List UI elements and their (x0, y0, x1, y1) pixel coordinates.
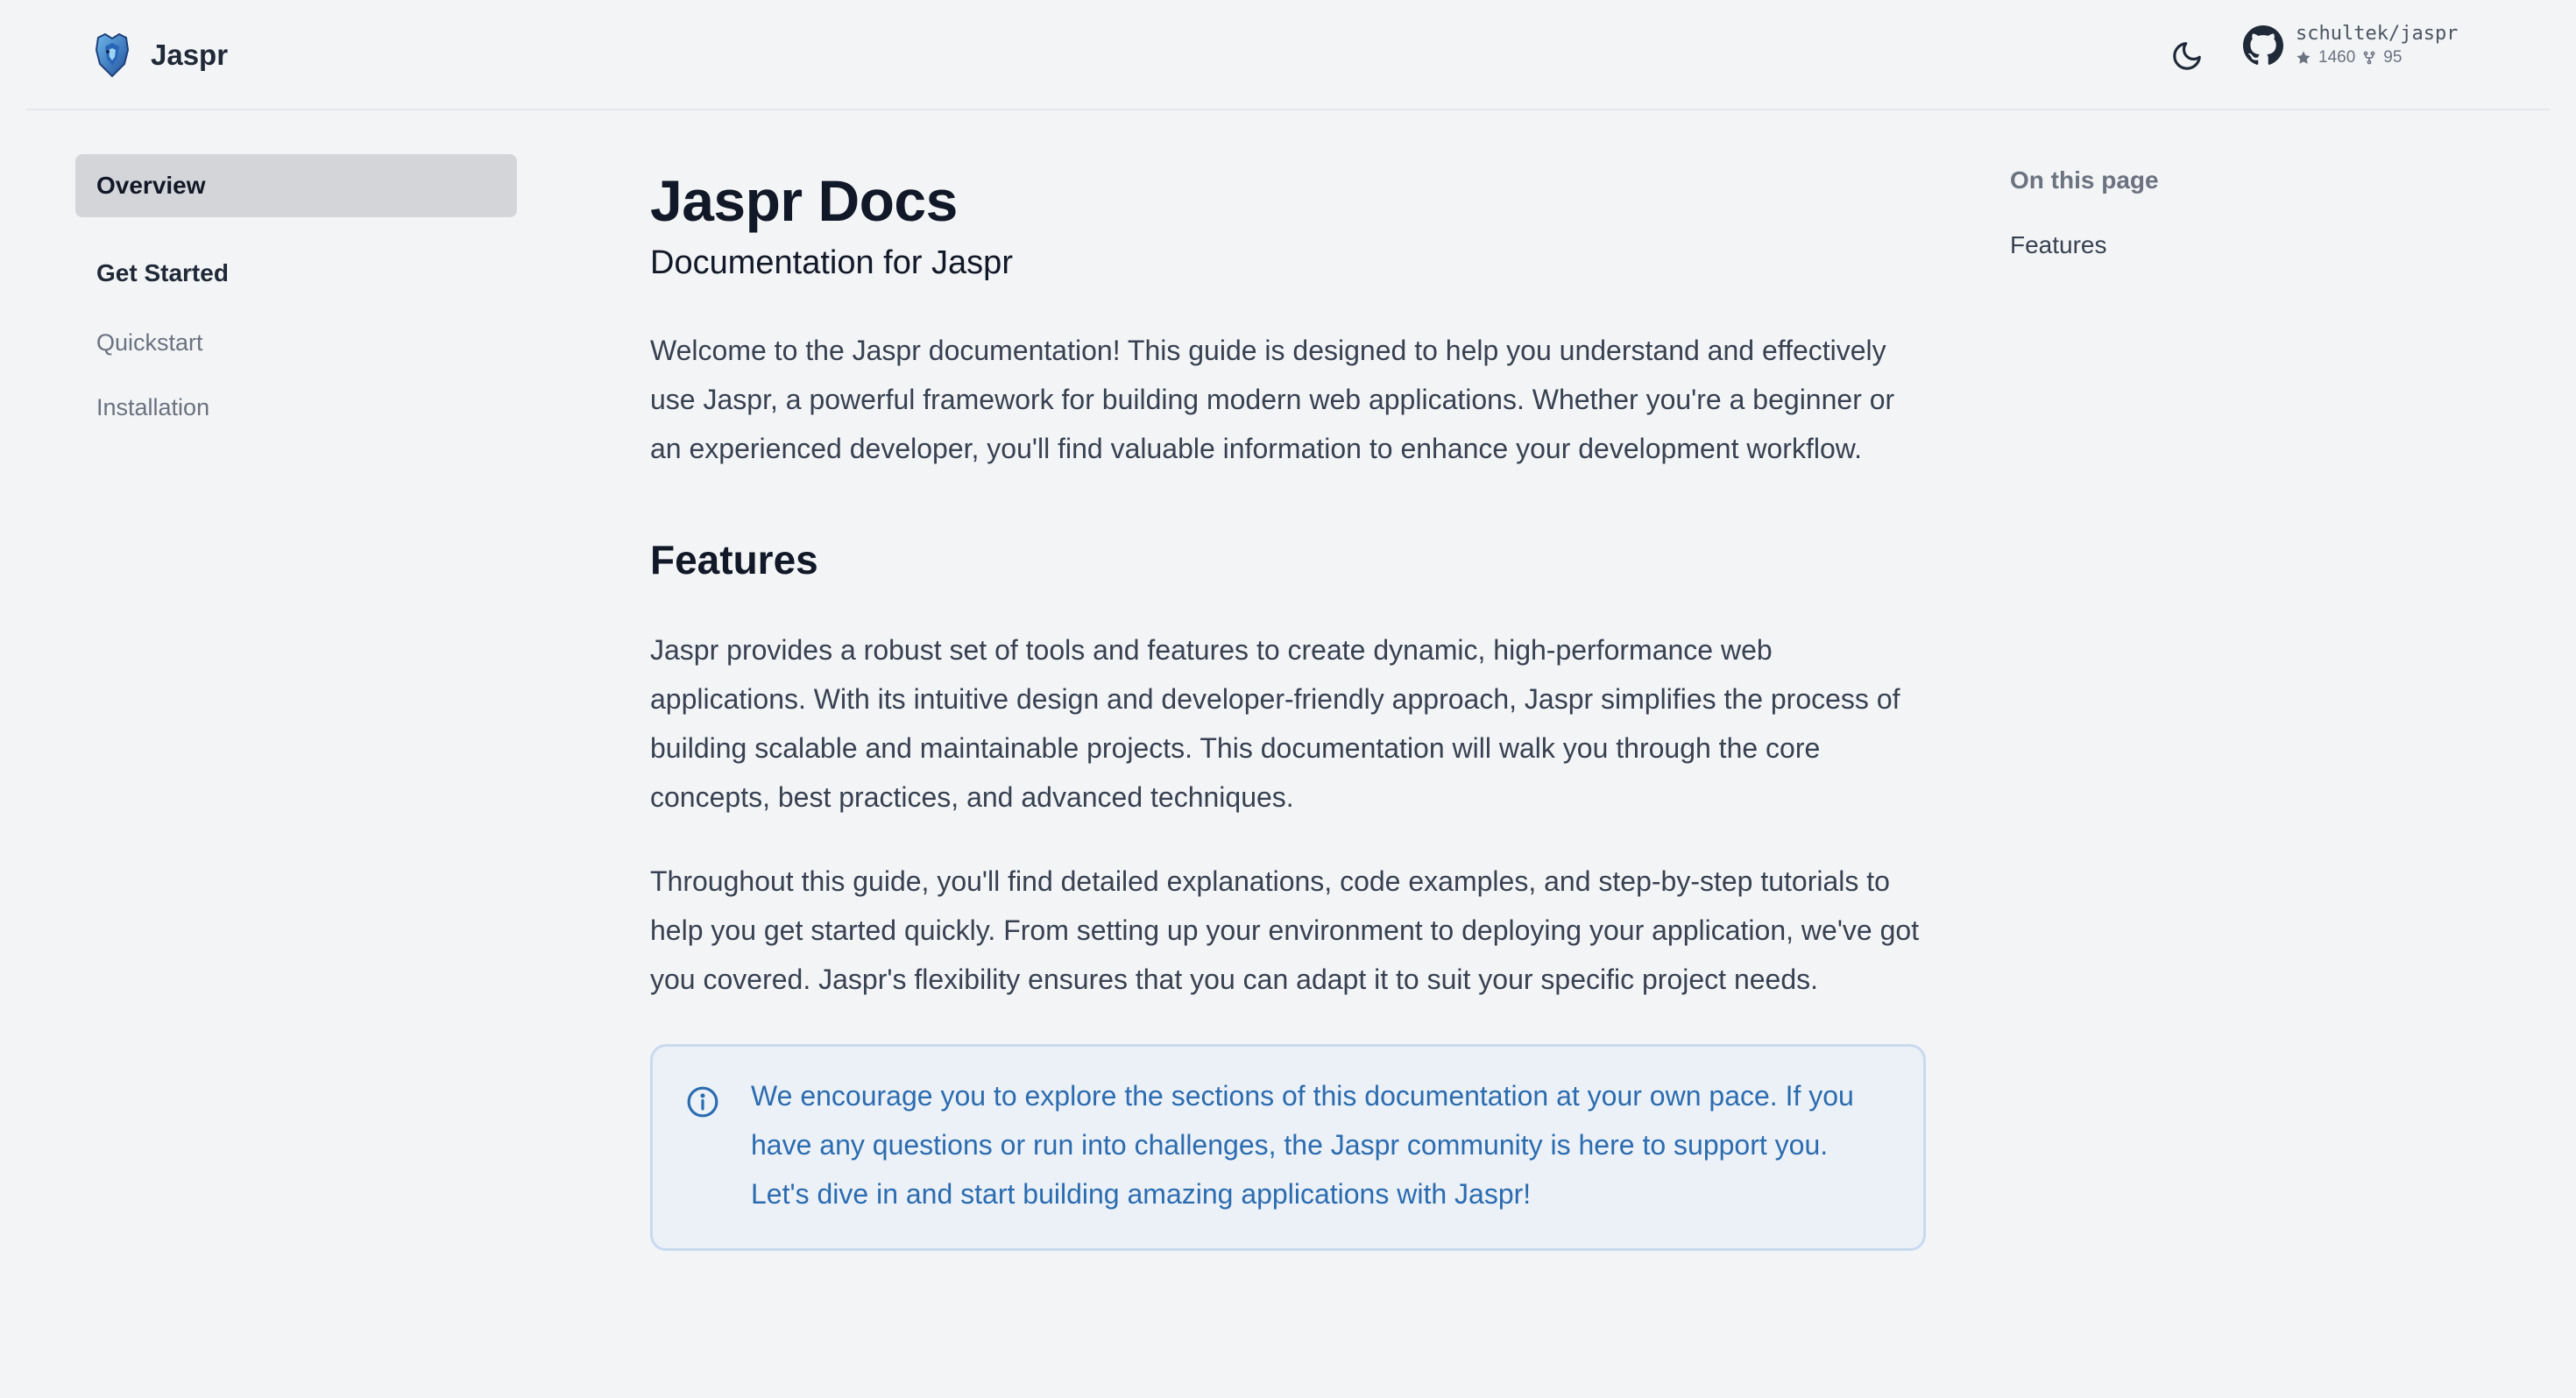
callout-text: We encourage you to explore the sections of this documentation at your own pace. If you have any questions or run into challenges, the Jaspr community is here to support you. Let's dive in and start building amazing applications with Jaspr! (751, 1080, 1854, 1210)
toc-title: On this page (2010, 166, 2159, 194)
fork-icon (2362, 50, 2376, 66)
info-callout (650, 1044, 1926, 1251)
github-stars-count: 1460 (2318, 48, 2356, 67)
github-repo-name: schultek/jaspr (2296, 23, 2459, 45)
github-forks-count: 95 (2383, 48, 2403, 67)
github-repo-link[interactable] (2243, 23, 2458, 67)
brand-link[interactable] (93, 30, 228, 81)
theme-toggle-button[interactable] (2161, 30, 2213, 82)
brand-name: Jaspr (151, 39, 229, 71)
sidebar-group-title: Get Started (96, 259, 229, 286)
github-icon (2243, 25, 2283, 66)
page-title: Jaspr Docs (650, 168, 958, 233)
jaspr-logo-icon (93, 32, 131, 78)
github-stats (2296, 48, 2458, 67)
moon-icon (2170, 39, 2204, 73)
features-paragraph-1: Jaspr provides a robust set of tools and features to create dynamic, high-performance web applications. With its intuitive design and developer-friendly approach, Jaspr simplifies the process of building scalable and maintainable projects. This documentation will walk you through the core concepts, best practices, and advanced techniques. (650, 634, 1900, 813)
toc-item-features[interactable]: Features (2010, 231, 2107, 258)
page-subtitle: Documentation for Jaspr (650, 244, 1013, 281)
main-content (650, 163, 1926, 1251)
features-paragraph-2: Throughout this guide, you'll find detailed explanations, code examples, and step-by-step tutorials to help you get started quickly. From setting up your environment to deploying your application, we've got you covered. Jaspr's flexibility ensures that you can adapt it to suit your specific project needs. (650, 865, 1920, 995)
github-meta (2296, 23, 2458, 67)
info-icon (686, 1085, 719, 1119)
sidebar-item-installation[interactable]: Installation (96, 393, 210, 420)
sidebar-group-list (75, 310, 517, 440)
features-heading: Features (650, 537, 818, 582)
sidebar-item-overview[interactable]: Overview (75, 154, 517, 217)
sidebar-item-quickstart[interactable]: Quickstart (96, 328, 203, 356)
star-icon (2296, 50, 2311, 66)
table-of-contents (2010, 166, 2448, 259)
intro-paragraph: Welcome to the Jaspr documentation! This guide is designed to help you understand and effectively use Jaspr, a powerful framework for building modern web applications. Whether you're a beginner or an experienced developer, you'll find valuable information to enhance your development workflow. (650, 335, 1895, 464)
top-header (26, 0, 2550, 110)
sidebar-nav (75, 154, 517, 440)
